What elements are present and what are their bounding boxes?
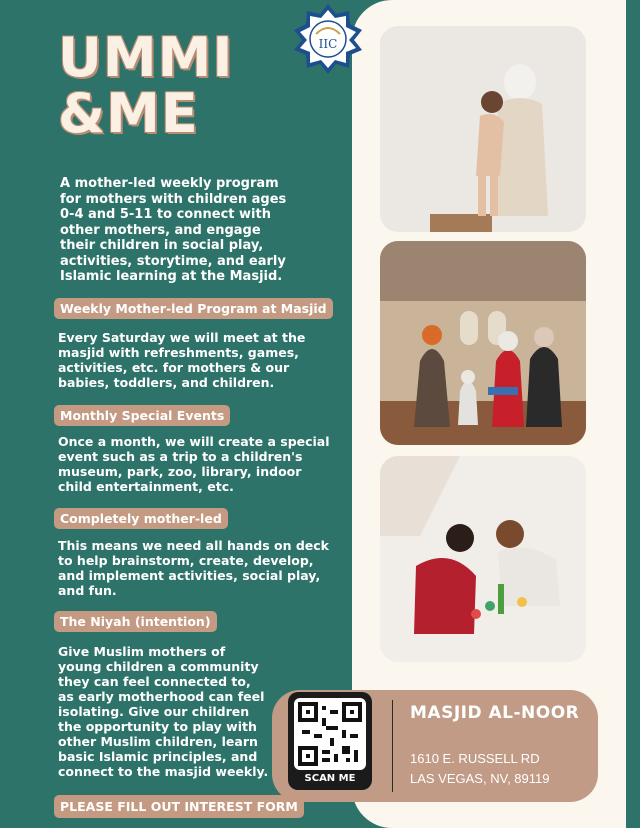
photo-mother-and-child bbox=[380, 26, 586, 232]
photo-children-playing bbox=[380, 456, 586, 662]
section-body-niyah: Give Muslim mothers of young children a community they can feel connected to, as early motherhood can feel isolating. Give our children the opportunity to play with other Muslim children, learn basic Islamic principles, and connect to the masjid weekly. bbox=[58, 644, 269, 779]
scan-me-label: SCAN ME bbox=[304, 773, 356, 784]
section-body-weekly-program: Every Saturday we will meet at the masjid with refreshments, games, activities, etc. for mothers & our babies, toddlers, and children. bbox=[58, 330, 306, 390]
section-label-mother-led: Completely mother-led bbox=[54, 508, 228, 529]
section-label-weekly-program: Weekly Mother-led Program at Masjid bbox=[54, 298, 333, 319]
program-title bbox=[58, 26, 234, 145]
intro-paragraph: A mother-led weekly program for mothers with children ages 0-4 and 5-11 to connect with other mothers, and engage their children in social play, activities, storytime, and early Islamic learning at the Masjid. bbox=[60, 176, 287, 284]
section-label-niyah: The Niyah (intention) bbox=[54, 611, 217, 632]
card-divider bbox=[392, 700, 393, 792]
logo-text: IIC bbox=[318, 37, 338, 51]
right-edge-strip bbox=[626, 0, 640, 828]
section-body-monthly-events: Once a month, we will create a special event such as a trip to a children's museum, park, zoo, library, indoor child entertainment, etc. bbox=[58, 434, 330, 494]
masjid-name: MASJID AL-NOOR bbox=[410, 703, 580, 723]
section-label-monthly-events: Monthly Special Events bbox=[54, 405, 230, 426]
qr-code-image[interactable] bbox=[294, 698, 366, 770]
iic-logo-badge bbox=[290, 2, 366, 74]
photo-mothers-reading-at-masjid bbox=[380, 241, 586, 445]
address-city: LAS VEGAS, NV, 89119 bbox=[410, 771, 550, 786]
qr-code-block[interactable] bbox=[288, 692, 372, 790]
interest-form-cta[interactable]: PLEASE FILL OUT INTEREST FORM bbox=[54, 795, 304, 818]
title-line-2: &ME bbox=[58, 82, 199, 145]
section-body-mother-led: This means we need all hands on deck to help brainstorm, create, develop, and implement activities, social play, and fun. bbox=[58, 538, 329, 598]
address-street: 1610 E. RUSSELL RD bbox=[410, 751, 540, 766]
masjid-address bbox=[410, 749, 580, 789]
title-line-1: UMMI bbox=[58, 26, 234, 89]
